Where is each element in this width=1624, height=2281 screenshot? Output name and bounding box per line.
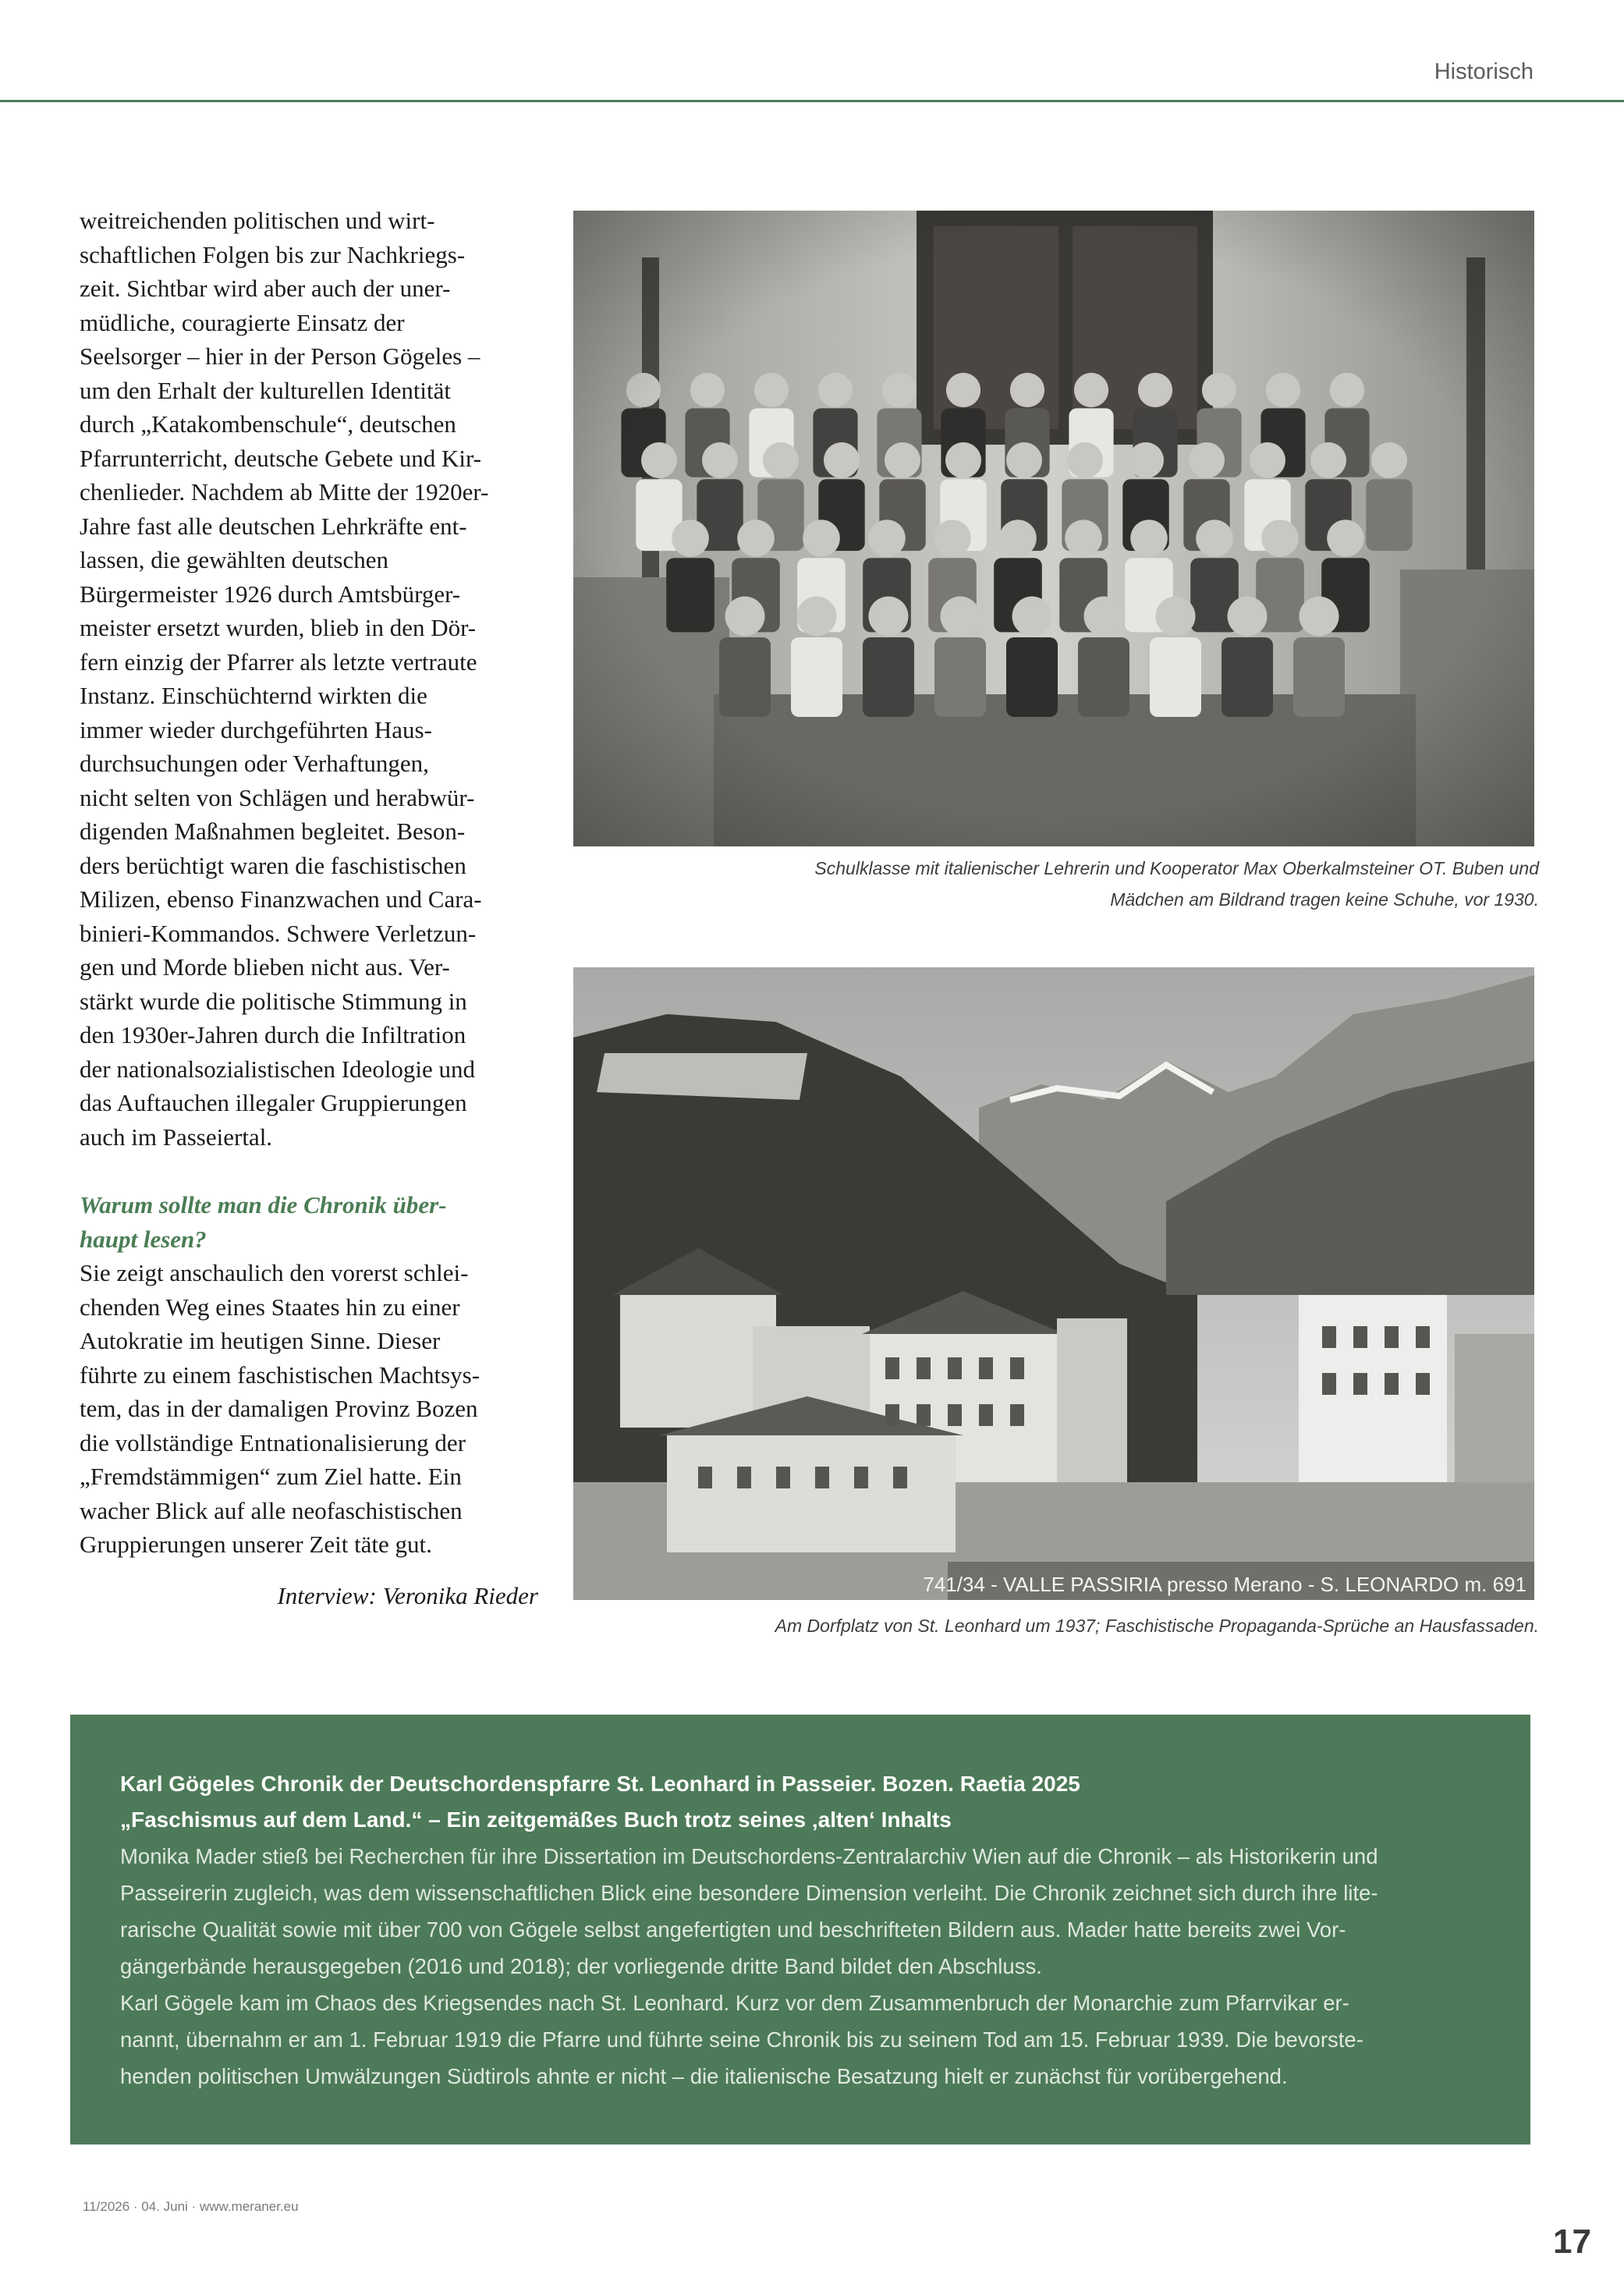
- text-line: Milizen, ebenso Finanzwachen und Cara-: [80, 885, 482, 913]
- text-line: die vollständige Entnationalisierung der: [80, 1428, 466, 1456]
- text-line: meister ersetzt wurden, blieb in den Dör-: [80, 614, 477, 641]
- text-line: Passeirerin zugleich, was dem wissenschaftlichen Blick eine besondere Dimension verleiht. Die Chronik zeichnet sich durch ihre lite-: [120, 1881, 1378, 1905]
- text-line: immer wieder durchgeführten Haus-: [80, 715, 432, 743]
- text-line: nannt, übernahm er am 1. Februar 1919 die Pfarre und führte seine Chronik bis zu seinem Tod am 15. Februar 1939. Die bevorste-: [120, 2027, 1363, 2052]
- text-line: „Fremdstämmigen“ zum Ziel hatte. Ein: [80, 1463, 462, 1490]
- village-square-photo: [573, 967, 1534, 1600]
- book-infobox: [70, 1715, 1530, 2144]
- text-line: binieri-Kommandos. Schwere Verletzun-: [80, 919, 477, 947]
- section-label: Historisch: [1434, 59, 1534, 84]
- text-line: fern einzig der Pfarrer als letzte vertraute: [80, 647, 477, 676]
- text-line: henden politischen Umwälzungen Südtirols ahnte er nicht – die italienische Besatzung hielt er zunächst für vorübergehend.: [120, 2064, 1288, 2088]
- text-line: der nationalsozialistischen Ideologie und: [80, 1055, 476, 1083]
- text-line: chenden Weg eines Staates hin zu einer: [80, 1293, 460, 1321]
- text-line: chenlieder. Nachdem ab Mitte der 1920er-: [80, 478, 489, 506]
- article-column: [80, 204, 541, 1612]
- text-line: lassen, die gewählten deutschen: [80, 546, 388, 573]
- figure-caption: [573, 853, 1539, 915]
- infobox-text: [120, 1838, 1480, 2095]
- text-line: durchsuchungen oder Verhaftungen,: [80, 750, 429, 777]
- text-line: Seelsorger – hier in der Person Gögeles –: [80, 342, 480, 370]
- header-rule: [0, 100, 1624, 102]
- text-line: Autokratie im heutigen Sinne. Dieser: [80, 1327, 441, 1354]
- text-line: gängerbände herausgegeben (2016 und 2018); der vorliegende dritte Band bildet den Abschluss.: [120, 1954, 1042, 1978]
- text-line: Warum sollte man die Chronik über-: [80, 1191, 447, 1219]
- byline: Interview: Veronika Rieder: [277, 1581, 538, 1609]
- infobox-title-line: „Faschismus auf dem Land.“ – Ein zeitgemäßes Buch trotz seines ‚alten‘ Inhalts: [120, 1807, 952, 1832]
- text-line: nicht selten von Schlägen und herabwür-: [80, 783, 475, 811]
- text-line: Pfarrunterricht, deutsche Gebete und Kir-: [80, 444, 481, 472]
- text-line: gen und Morde blieben nicht aus. Ver-: [80, 953, 450, 981]
- postcard-imprint: 741/34 - VALLE PASSIRIA presso Merano - S. LEONARDO m. 691: [923, 1573, 1526, 1596]
- text-line: tem, das in der damaligen Provinz Bozen: [80, 1395, 478, 1422]
- text-line: schaftlichen Folgen bis zur Nachkriegs-: [80, 240, 466, 268]
- text-line: führte zu einem faschistischen Machtsys-: [80, 1360, 480, 1389]
- text-line: Monika Mader stieß bei Recherchen für ihre Dissertation im Deutschordens-Zentralarchiv Wien auf die Chronik – als Historikerin und: [120, 1844, 1378, 1868]
- text-line: Gruppierungen unserer Zeit täte gut.: [80, 1531, 432, 1558]
- figure-caption: [573, 1610, 1539, 1641]
- caption-line: Schulklasse mit italienischer Lehrerin und Kooperator Max Oberkalmsteiner OT. Buben und: [814, 858, 1539, 878]
- article-body: [80, 204, 541, 1154]
- interview-answer: [80, 1256, 541, 1562]
- interview-question: [80, 1188, 541, 1256]
- page-number: 17: [1553, 2222, 1591, 2261]
- text-line: auch im Passeiertal.: [80, 1123, 273, 1151]
- text-line: durch „Katakombenschule“, deutschen: [80, 410, 456, 438]
- text-line: um den Erhalt der kulturellen Identität: [80, 376, 452, 404]
- text-line: ders berüchtigt waren die faschistischen: [80, 851, 466, 879]
- text-line: digenden Maßnahmen begleitet. Beson-: [80, 818, 466, 845]
- text-line: wacher Blick auf alle neofaschistischen: [80, 1496, 463, 1524]
- text-line: haupt lesen?: [80, 1225, 207, 1253]
- text-line: rarische Qualität sowie mit über 700 von Gögele selbst angefertigten und beschrifteten Bildern aus. Mader hatte bereits zwei Vor-: [120, 1917, 1346, 1942]
- text-line: das Auftauchen illegaler Gruppierungen: [80, 1089, 467, 1116]
- text-line: Bürgermeister 1926 durch Amtsbürger-: [80, 580, 461, 608]
- text-line: Karl Gögele kam im Chaos des Kriegsendes nach St. Leonhard. Kurz vor dem Zusammenbruch der Monarchie zum Pfarrvikar er-: [120, 1991, 1349, 2015]
- footer-meta: 11/2026 · 04. Juni · www.meraner.eu: [83, 2199, 299, 2214]
- text-line: stärkt wurde die politische Stimmung in: [80, 987, 467, 1015]
- text-line: weitreichenden politischen und wirt-: [80, 207, 435, 234]
- caption-line: Am Dorfplatz von St. Leonhard um 1937; Faschistische Propaganda-Sprüche an Hausfassaden.: [775, 1616, 1539, 1636]
- caption-line: Mädchen am Bildrand tragen keine Schuhe, vor 1930.: [1110, 889, 1539, 910]
- text-line: den 1930er-Jahren durch die Infiltration: [80, 1021, 466, 1048]
- text-line: Jahre fast alle deutschen Lehrkräfte ent-: [80, 512, 467, 540]
- text-line: Instanz. Einschüchternd wirkten die: [80, 682, 427, 709]
- infobox-title-line: Karl Gögeles Chronik der Deutschordenspfarre St. Leonhard in Passeier. Bozen. Raetia 2025: [120, 1772, 1080, 1796]
- text-line: Sie zeigt anschaulich den vorerst schlei-: [80, 1259, 469, 1286]
- text-line: müdliche, couragierte Einsatz der: [80, 308, 405, 336]
- school-class-photo: [573, 211, 1534, 846]
- text-line: zeit. Sichtbar wird aber auch der uner-: [80, 275, 451, 302]
